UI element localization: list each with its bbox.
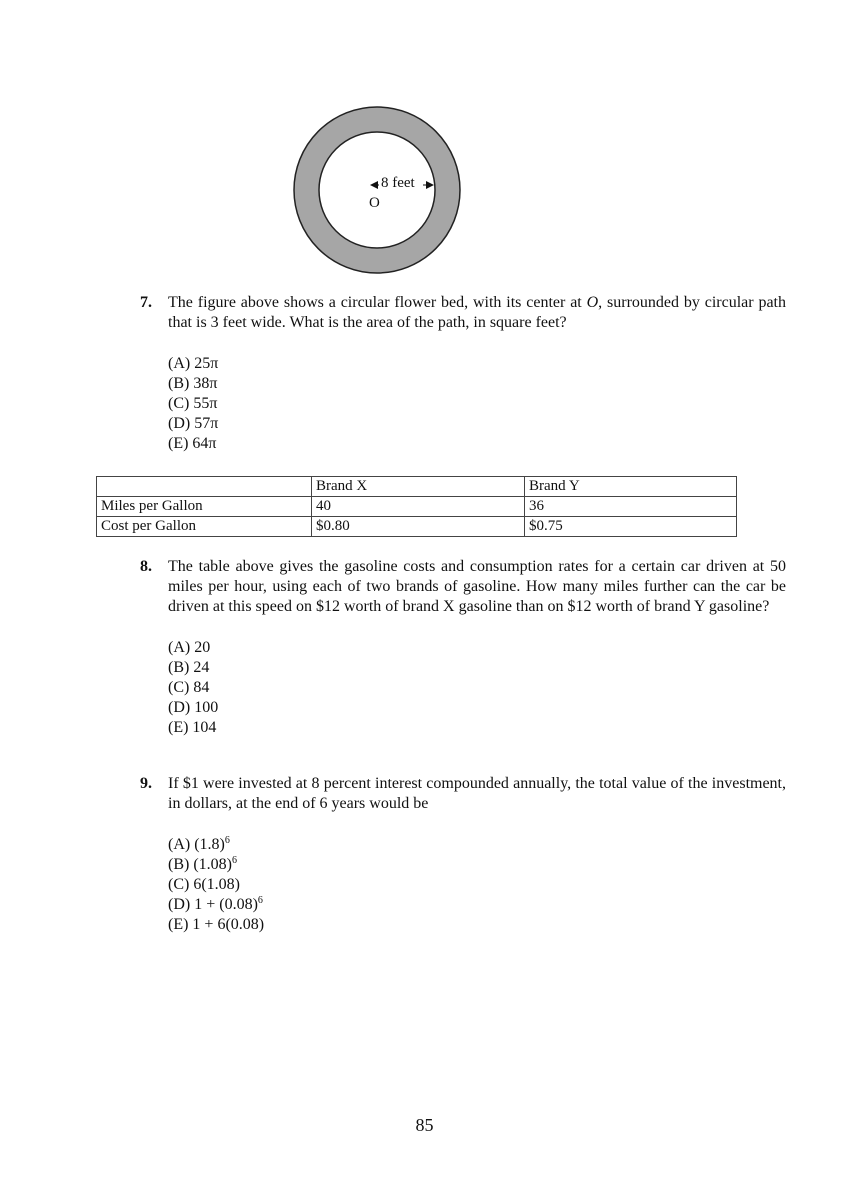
- table-header-row: [97, 477, 737, 497]
- table-cell: [97, 477, 312, 497]
- table-cell: Miles per Gallon: [97, 497, 312, 517]
- question-9: [140, 774, 786, 935]
- answer-choice-a[interactable]: (A) 20: [168, 639, 211, 656]
- answer-choice-c[interactable]: (C) 84: [168, 679, 210, 696]
- answer-choice-d[interactable]: (D) 57π: [168, 415, 219, 432]
- table-header-cell: Brand Y: [525, 477, 737, 497]
- table-row: [97, 517, 737, 537]
- answer-choice-e[interactable]: (E) 64π: [168, 435, 217, 452]
- answer-choice-a[interactable]: (A) 25π: [168, 355, 219, 372]
- radius-label: 8 feet: [381, 175, 415, 191]
- answer-choices: [168, 638, 786, 738]
- answer-choice-e[interactable]: [168, 915, 786, 935]
- answer-choice-d[interactable]: (D) 100: [168, 699, 219, 716]
- answer-choice-c[interactable]: (C) 55π: [168, 395, 218, 412]
- page-number: 85: [415, 1115, 434, 1135]
- answer-choice-c[interactable]: [168, 875, 786, 895]
- question-8: [140, 557, 786, 738]
- question-text: The table above gives the gasoline costs and consumption rates for a certain car driven at 50 miles per hour, using each of two brands of gasoline. How many miles further can the car be driven at this speed on $12 worth of brand X gasoline than on $12 worth of brand Y gasoline?: [168, 558, 786, 615]
- answer-choice-b[interactable]: [168, 855, 786, 875]
- exponent: 6: [257, 895, 263, 906]
- answer-choices: [168, 354, 786, 454]
- choice-text: (C) 6(1.08): [168, 876, 240, 893]
- answer-choice-a[interactable]: [168, 835, 786, 855]
- table-cell: Cost per Gallon: [97, 517, 312, 537]
- answer-choice-b[interactable]: (B) 24: [168, 659, 210, 676]
- table-row: [97, 497, 737, 517]
- center-variable: O: [586, 294, 599, 311]
- choice-text: (A) (1.8): [168, 836, 225, 853]
- table-cell: 40: [312, 497, 525, 517]
- question-number: 9.: [140, 775, 152, 792]
- choice-text: (D) 1 + (0.08): [168, 896, 258, 913]
- answer-choices: [168, 835, 786, 935]
- answer-choice-b[interactable]: (B) 38π: [168, 375, 218, 392]
- table-cell: 36: [525, 497, 737, 517]
- exponent: 6: [231, 855, 237, 866]
- question-text: [168, 293, 786, 333]
- question-number: 7.: [140, 294, 152, 311]
- answer-choice-d[interactable]: [168, 895, 786, 915]
- question-text: If $1 were invested at 8 percent interest compounded annually, the total value of the investment, in dollars, at the end of 6 years would be: [168, 775, 786, 812]
- choice-text: (B) (1.08): [168, 856, 232, 873]
- table-header-cell: Brand X: [312, 477, 525, 497]
- flower-bed-figure: [292, 105, 462, 275]
- question-number: 8.: [140, 558, 152, 575]
- center-label: O: [369, 195, 380, 211]
- table-cell: $0.80: [312, 517, 525, 537]
- question-text-part: The figure above shows a circular flower bed, with its center at: [168, 294, 587, 311]
- answer-choice-e[interactable]: (E) 104: [168, 719, 217, 736]
- exponent: 6: [224, 835, 230, 846]
- question-text-part: , surrounded by circular path that is 3 feet wide. What is the area of the path, in square feet?: [168, 294, 786, 331]
- gasoline-table: [96, 476, 737, 537]
- choice-text: (E) 1 + 6(0.08): [168, 916, 265, 933]
- flower-bed-diagram: [292, 105, 462, 275]
- table-cell: $0.75: [525, 517, 737, 537]
- question-7: [140, 293, 786, 454]
